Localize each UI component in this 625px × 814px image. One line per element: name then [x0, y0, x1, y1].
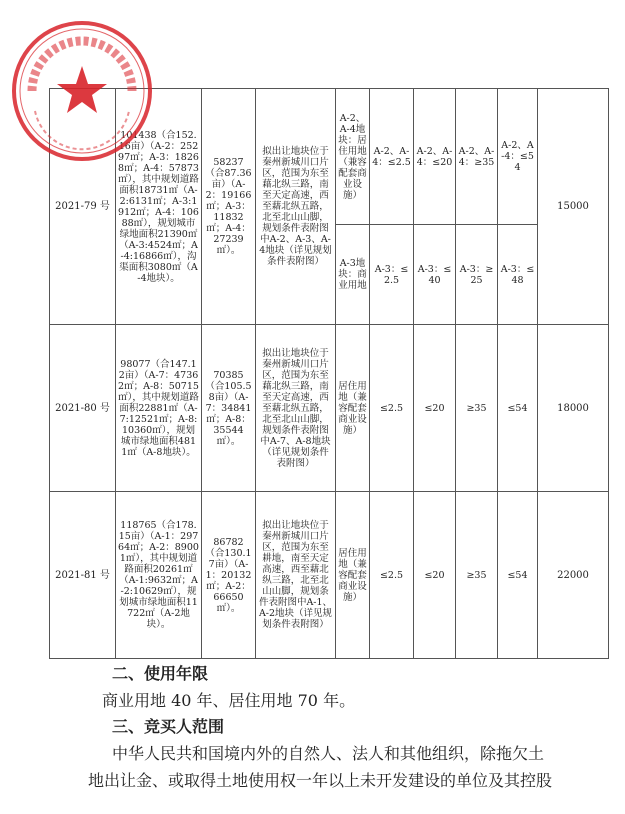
- green-ratio-cell: ≥35: [456, 325, 498, 492]
- building-density-cell: A-2、A-4：≤20: [414, 89, 456, 225]
- building-density-cell: ≤20: [414, 492, 456, 659]
- building-height-cell: A-3：≤48: [498, 225, 538, 325]
- term-heading: 二、使用年限: [112, 664, 209, 683]
- building-density-cell: A-3：≤40: [414, 225, 456, 325]
- table-row: [50, 325, 609, 492]
- total-area-cell: 98077（合147.12亩）（A-7：47362㎡；A-8：50715㎡），其中规划道路面积22881㎡（A-7:12521㎡；A-8:10360㎡），规划城市绿地面积4811㎡（A-8地块）。: [116, 325, 202, 492]
- green-ratio-cell: A-3：≥25: [456, 225, 498, 325]
- land-use-cell: 居住用地（兼容配套商业设施）: [336, 492, 370, 659]
- land-parcel-table: [49, 88, 609, 659]
- location-cell: 拟出让地块位于秦州新城川口片区，范围为东至藉北纵三路，南至天定高速，西至藉北纵五路，北至北山山脚，规划条件表附图中A-7、A-8地块（详见规划条件表附图）: [256, 325, 336, 492]
- location-cell: 拟出让地块位于秦州新城川口片区，范围为东至耕地，南至天定高速，西至藉北纵三路，北至北山山脚，规划条件表附图中A-1、A-2地块（详见规划条件表附图）: [256, 492, 336, 659]
- building-height-cell: ≤54: [498, 492, 538, 659]
- land-use-cell: A-3地块：商业用地: [336, 225, 370, 325]
- green-ratio-cell: ≥35: [456, 492, 498, 659]
- land-use-cell: A-2、A-4地块：居住用地（兼容配套商业设施）: [336, 89, 370, 225]
- plot-ratio-cell: ≤2.5: [370, 325, 414, 492]
- location-cell: 拟出让地块位于秦州新城川口片区，范围为东至藉北纵三路，南至天定高速，西至藉北纵五路，北至北山山脚，规划条件表附图中A-2、A-3、A-4地块（详见规划条件表附图）: [256, 89, 336, 325]
- land-use-cell: 居住用地（兼容配套商业设施）: [336, 325, 370, 492]
- bidder-heading: 三、竞买人范围: [112, 717, 225, 736]
- start-price-cell: 18000: [538, 325, 609, 492]
- start-price-cell: 15000: [538, 89, 609, 325]
- table-row: [50, 492, 609, 659]
- parcel-code: 2021-81 号: [50, 492, 116, 659]
- building-height-cell: ≤54: [498, 325, 538, 492]
- start-price-cell: 22000: [538, 492, 609, 659]
- net-area-cell: 58237（合87.36亩）（A-2：19166㎡；A-3：11832㎡；A-4：27239㎡）。: [202, 89, 256, 325]
- plot-ratio-cell: ≤2.5: [370, 492, 414, 659]
- green-ratio-cell: A-2、A-4：≥35: [456, 89, 498, 225]
- building-height-cell: A-2、A-4：≤54: [498, 89, 538, 225]
- star-icon: [57, 66, 107, 113]
- parcel-code: 2021-80 号: [50, 325, 116, 492]
- term-text: 商业用地 40 年、居住用地 70 年。: [102, 691, 356, 710]
- total-area-cell: 118765（合178.15亩）（A-1：29764㎡；A-2：89001㎡），其中规划道路面积20261㎡（A-1:9632㎡；A-2:10629㎡），规划城市绿地面积11722㎡（A-2地块）。: [116, 492, 202, 659]
- net-area-cell: 86782（合130.17亩）（A-1：20132㎡；A-2：66650㎡）。: [202, 492, 256, 659]
- company-seal: [7, 16, 157, 166]
- plot-ratio-cell: A-2、A-4：≤2.5: [370, 89, 414, 225]
- total-area-cell: 101438（合152.16亩）（A-2：25297㎡；A-3：18268㎡；A-4：57873㎡），其中规划道路面积18731㎡（A-2:6131㎡；A-3:1912㎡；A-4：10688㎡），规划城市绿地面积21390㎡（A-3:4524㎡；A-4:16866㎡），沟渠面积3080㎡（A-4地块）。: [116, 89, 202, 325]
- parcel-code: 2021-79 号: [50, 89, 116, 325]
- plot-ratio-cell: A-3：≤2.5: [370, 225, 414, 325]
- building-density-cell: ≤20: [414, 325, 456, 492]
- bidder-text-line2: 地出让金、或取得土地使用权一年以上未开发建设的单位及其控股: [88, 771, 553, 790]
- bidder-text-line1: 中华人民共和国境内外的自然人、法人和其他组织，除拖欠土: [112, 744, 545, 763]
- net-area-cell: 70385（合105.58亩）（A-7：34841㎡；A-8：35544㎡）。: [202, 325, 256, 492]
